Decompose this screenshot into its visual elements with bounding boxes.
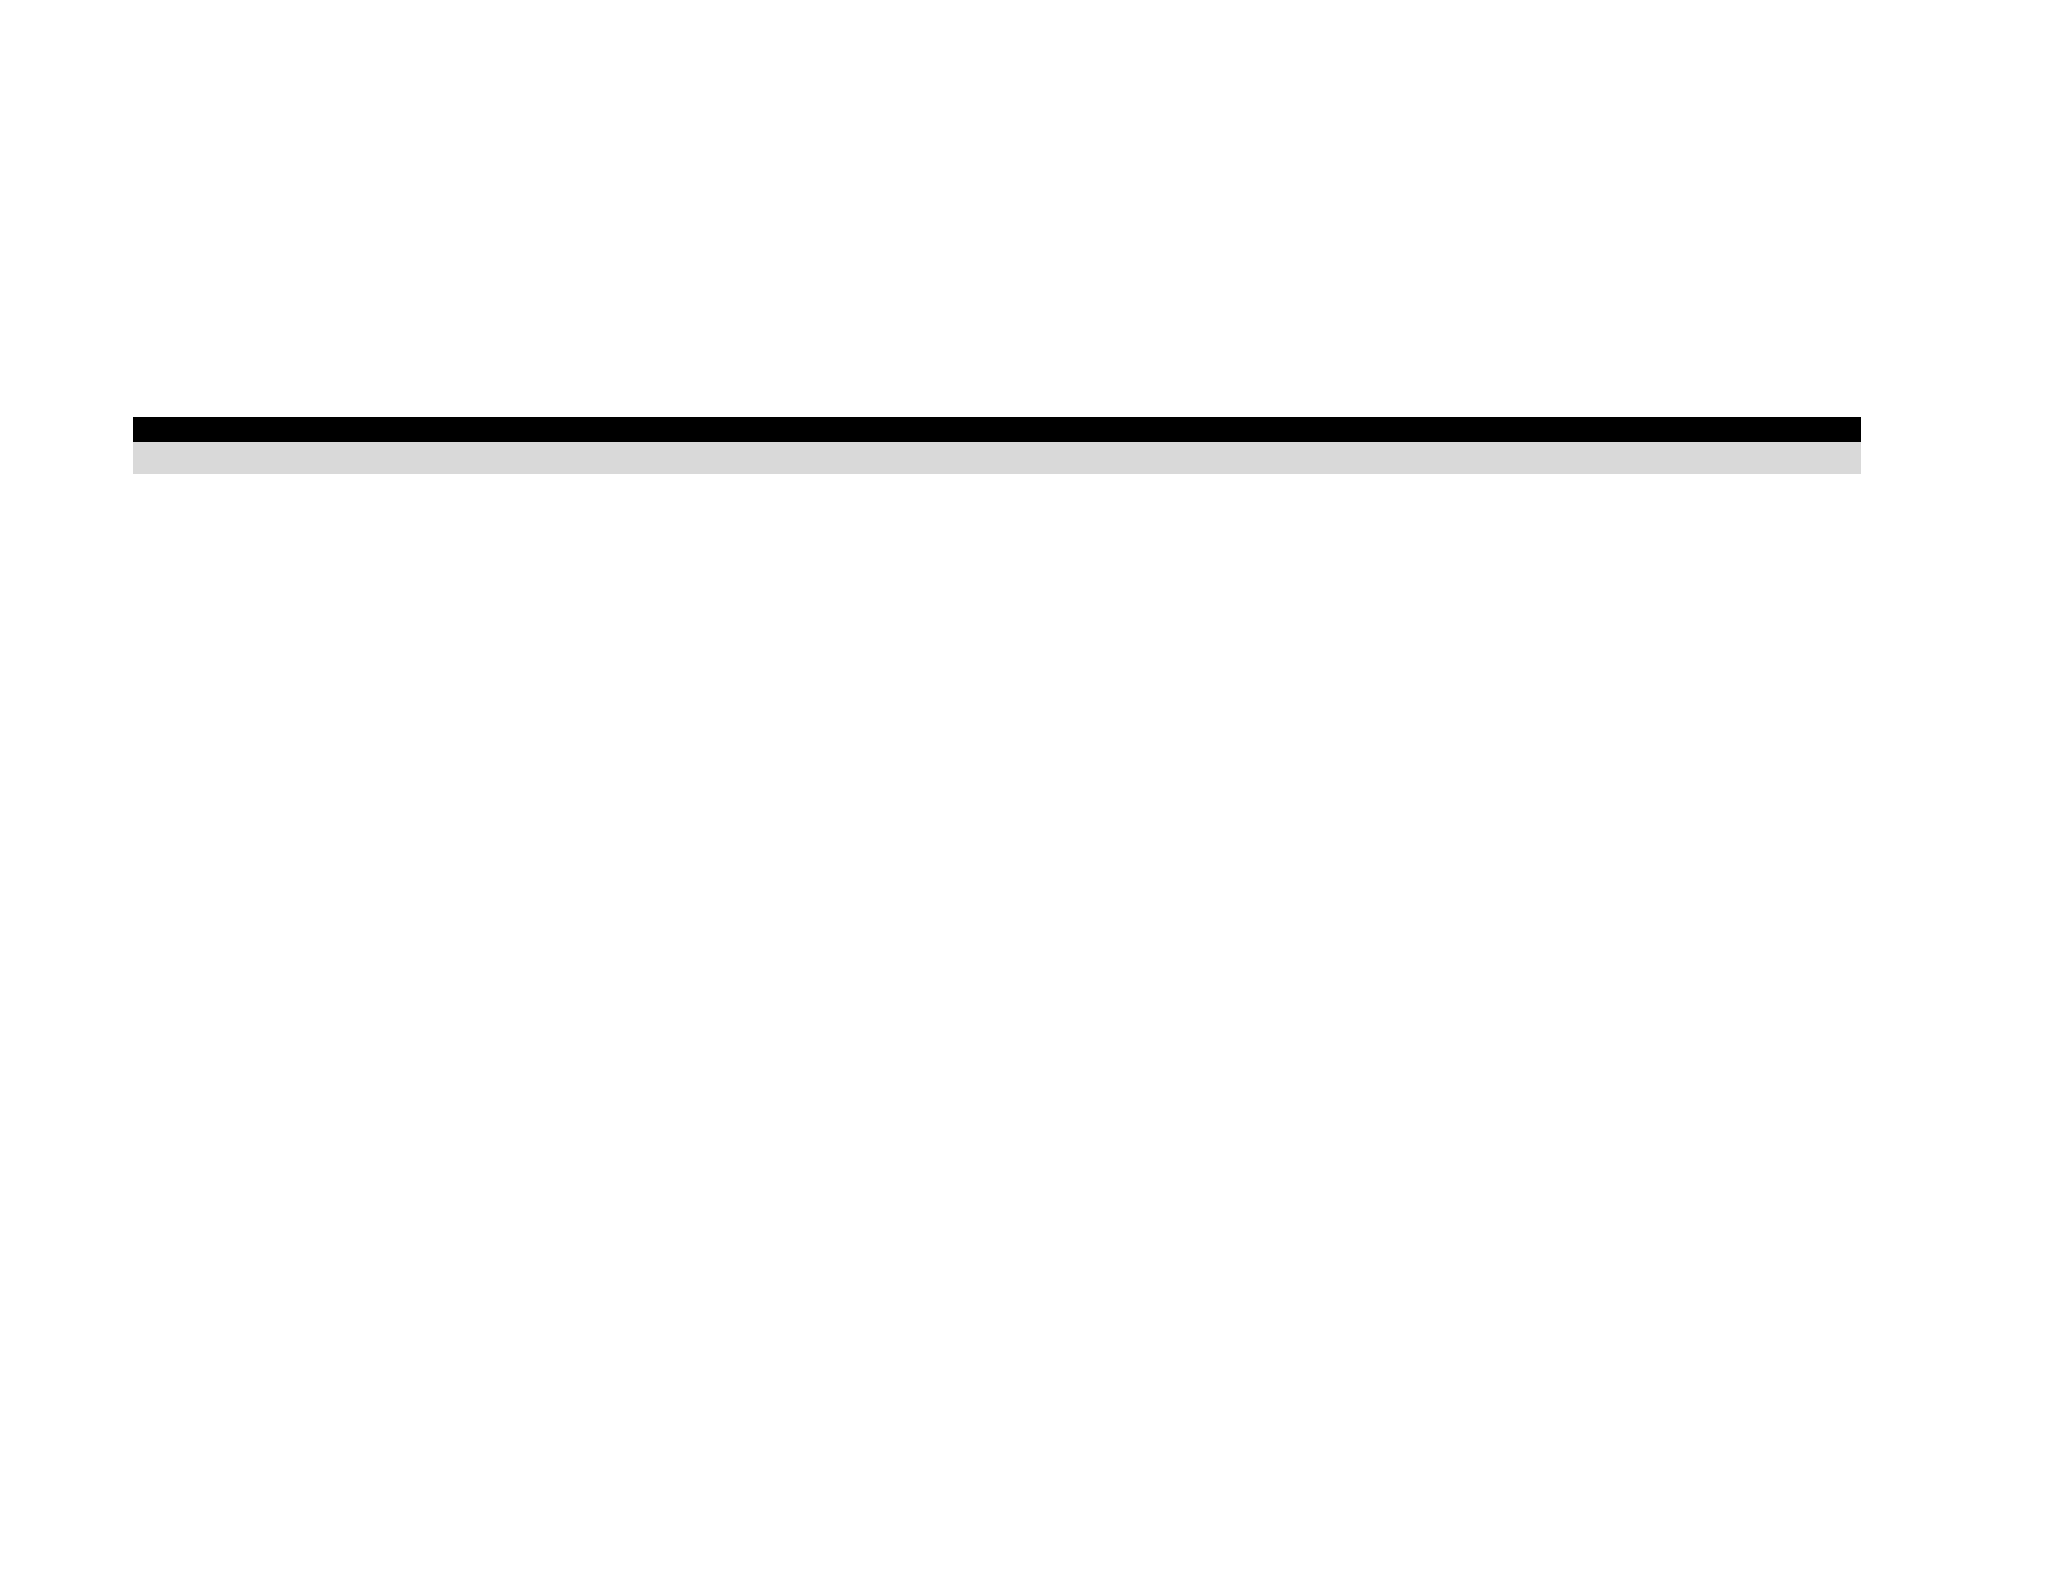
table-header-row: [133, 417, 1861, 442]
checklist-table: [133, 417, 1861, 474]
section-row: [133, 442, 1861, 474]
